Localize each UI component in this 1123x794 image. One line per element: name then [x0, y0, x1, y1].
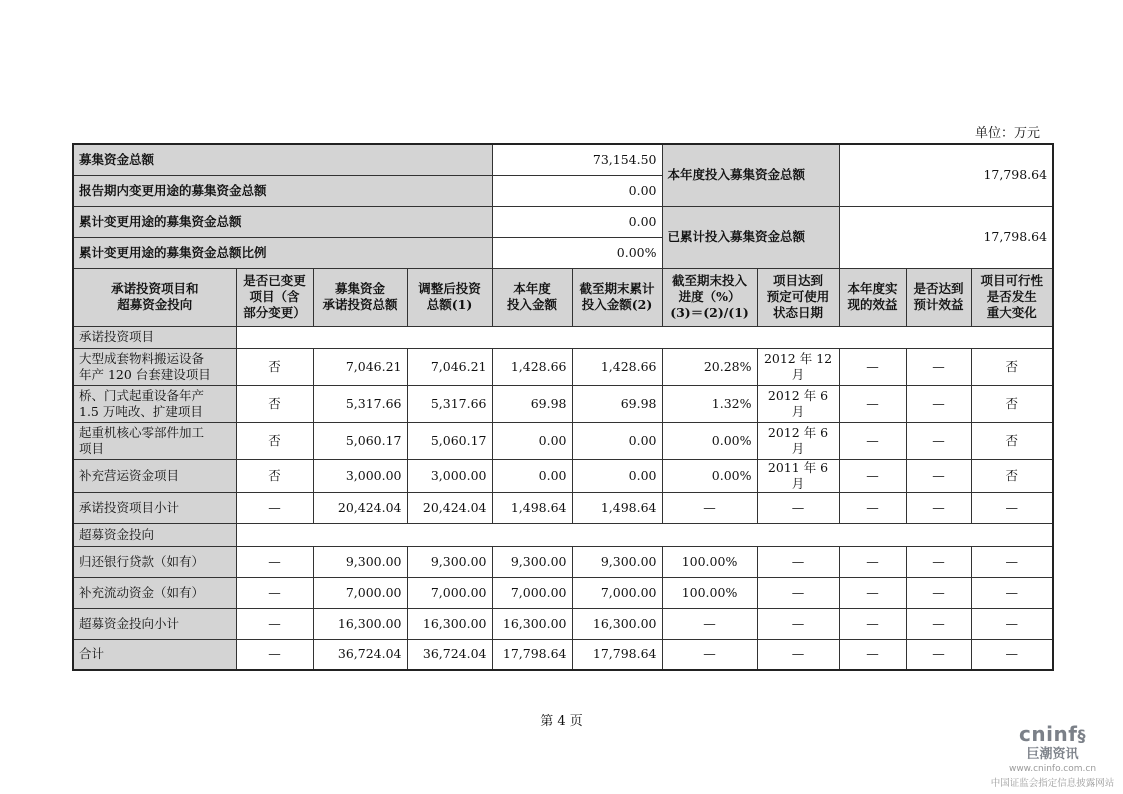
project-name: 起重机核心零部件加工 项目: [73, 422, 236, 459]
raised-funds-table: [72, 143, 1054, 671]
changed-cell: 否: [236, 422, 313, 459]
header-committed: 募集资金 承诺投资总额: [313, 268, 407, 326]
header-adjusted: 调整后投资 总额(1): [407, 268, 492, 326]
ready-date-cell: —: [757, 608, 839, 639]
progress-cell: 20.28%: [662, 348, 757, 385]
ready-date-cell: —: [757, 546, 839, 577]
table-row: [73, 577, 1053, 608]
header-reached: 是否达到 预计效益: [906, 268, 971, 326]
year-invest-label: 本年度投入募集资金总额: [662, 144, 839, 206]
reached-cell: —: [906, 608, 971, 639]
progress-cell: 100.00%: [662, 546, 757, 577]
benefit-cell: —: [839, 492, 906, 523]
changed-cell: —: [236, 492, 313, 523]
adjusted-cell: 7,046.21: [407, 348, 492, 385]
changed-ratio-value: 0.00%: [492, 237, 662, 268]
benefit-cell: —: [839, 608, 906, 639]
table-row: [73, 459, 1053, 492]
benefit-cell: —: [839, 459, 906, 492]
section-excess-blank: [236, 523, 1053, 546]
benefit-cell: —: [839, 348, 906, 385]
header-project: 承诺投资项目和 超募资金投向: [73, 268, 236, 326]
cum-invest-value: 17,798.64: [839, 206, 1053, 268]
progress-cell: —: [662, 492, 757, 523]
feasibility-cell: 否: [971, 459, 1053, 492]
subtotal-excess-row: [73, 608, 1053, 639]
feasibility-cell: 否: [971, 422, 1053, 459]
changed-cell: 否: [236, 385, 313, 422]
benefit-cell: —: [839, 422, 906, 459]
section-excess-row: [73, 523, 1053, 546]
header-cum-invest: 截至期末累计 投入金额(2): [572, 268, 662, 326]
benefit-cell: —: [839, 639, 906, 670]
swirl-icon: §: [1077, 726, 1086, 745]
progress-cell: 1.32%: [662, 385, 757, 422]
committed-cell: 16,300.00: [313, 608, 407, 639]
reached-cell: —: [906, 422, 971, 459]
cum-invest-cell: 7,000.00: [572, 577, 662, 608]
ready-date-cell: —: [757, 577, 839, 608]
header-year-invest: 本年度 投入金额: [492, 268, 572, 326]
reached-cell: —: [906, 492, 971, 523]
ready-date-cell: 2012 年 6 月: [757, 385, 839, 422]
reached-cell: —: [906, 639, 971, 670]
total-row: [73, 639, 1053, 670]
cum-invest-cell: 16,300.00: [572, 608, 662, 639]
reached-cell: —: [906, 577, 971, 608]
raised-total-value: 73,154.50: [492, 144, 662, 175]
progress-cell: 0.00%: [662, 459, 757, 492]
feasibility-cell: —: [971, 577, 1053, 608]
table-row: [73, 385, 1053, 422]
subtotal-committed-row: [73, 492, 1053, 523]
year-invest-cell: 69.98: [492, 385, 572, 422]
feasibility-cell: —: [971, 546, 1053, 577]
changed-cum-value: 0.00: [492, 206, 662, 237]
changed-cell: —: [236, 608, 313, 639]
summary-row-raised: [73, 144, 1053, 175]
cninfo-logo: [985, 722, 1120, 789]
header-ready-date: 项目达到 预定可使用 状态日期: [757, 268, 839, 326]
year-invest-cell: 1,428.66: [492, 348, 572, 385]
reached-cell: —: [906, 546, 971, 577]
subtotal-label: 承诺投资项目小计: [73, 492, 236, 523]
changed-cell: 否: [236, 348, 313, 385]
year-invest-cell: 17,798.64: [492, 639, 572, 670]
ready-date-cell: —: [757, 639, 839, 670]
adjusted-cell: 3,000.00: [407, 459, 492, 492]
raised-total-label: 募集资金总额: [73, 144, 492, 175]
logo-description: 中国证监会指定信息披露网站: [990, 778, 1115, 789]
changed-period-value: 0.00: [492, 175, 662, 206]
cum-invest-cell: 1,498.64: [572, 492, 662, 523]
committed-cell: 7,000.00: [313, 577, 407, 608]
column-header-row: [73, 268, 1053, 326]
header-benefit: 本年度实 现的效益: [839, 268, 906, 326]
header-changed: 是否已变更 项目（含 部分变更）: [236, 268, 313, 326]
logo-text: cninf§: [1019, 722, 1086, 746]
adjusted-cell: 20,424.04: [407, 492, 492, 523]
project-name: 桥、门式起重设备年产 1.5 万吨改、扩建项目: [73, 385, 236, 422]
progress-cell: —: [662, 639, 757, 670]
changed-period-label: 报告期内变更用途的募集资金总额: [73, 175, 492, 206]
table-row: [73, 348, 1053, 385]
benefit-cell: —: [839, 546, 906, 577]
cum-invest-cell: 1,428.66: [572, 348, 662, 385]
detail-section: [73, 268, 1053, 670]
adjusted-cell: 16,300.00: [407, 608, 492, 639]
summary-row-changed-cum: [73, 206, 1053, 237]
committed-cell: 9,300.00: [313, 546, 407, 577]
year-invest-cell: 9,300.00: [492, 546, 572, 577]
cum-invest-cell: 0.00: [572, 459, 662, 492]
ready-date-cell: 2012 年 12 月: [757, 348, 839, 385]
year-invest-cell: 1,498.64: [492, 492, 572, 523]
table-row: [73, 422, 1053, 459]
committed-cell: 7,046.21: [313, 348, 407, 385]
changed-cell: —: [236, 577, 313, 608]
reached-cell: —: [906, 385, 971, 422]
committed-cell: 5,317.66: [313, 385, 407, 422]
cum-invest-cell: 9,300.00: [572, 546, 662, 577]
feasibility-cell: —: [971, 639, 1053, 670]
year-invest-cell: 0.00: [492, 422, 572, 459]
adjusted-cell: 36,724.04: [407, 639, 492, 670]
committed-cell: 3,000.00: [313, 459, 407, 492]
committed-cell: 36,724.04: [313, 639, 407, 670]
committed-cell: 5,060.17: [313, 422, 407, 459]
header-progress: 截至期末投入 进度（%） (3)＝(2)/(1): [662, 268, 757, 326]
feasibility-cell: 否: [971, 385, 1053, 422]
logo-url: www.cninfo.com.cn: [1008, 764, 1097, 774]
changed-cell: 否: [236, 459, 313, 492]
year-invest-cell: 0.00: [492, 459, 572, 492]
benefit-cell: —: [839, 577, 906, 608]
year-invest-value: 17,798.64: [839, 144, 1053, 206]
project-name: 补充流动资金（如有）: [73, 577, 236, 608]
ready-date-cell: —: [757, 492, 839, 523]
adjusted-cell: 5,060.17: [407, 422, 492, 459]
feasibility-cell: —: [971, 608, 1053, 639]
changed-cell: —: [236, 546, 313, 577]
year-invest-cell: 16,300.00: [492, 608, 572, 639]
benefit-cell: —: [839, 385, 906, 422]
project-name: 归还银行贷款（如有）: [73, 546, 236, 577]
project-name: 补充营运资金项目: [73, 459, 236, 492]
reached-cell: —: [906, 459, 971, 492]
year-invest-cell: 7,000.00: [492, 577, 572, 608]
unit-label: 单位：万元: [975, 126, 1041, 141]
progress-cell: 0.00%: [662, 422, 757, 459]
adjusted-cell: 7,000.00: [407, 577, 492, 608]
changed-ratio-label: 累计变更用途的募集资金总额比例: [73, 237, 492, 268]
feasibility-cell: —: [971, 492, 1053, 523]
committed-cell: 20,424.04: [313, 492, 407, 523]
summary-section: [73, 144, 1053, 268]
header-feasibility: 项目可行性 是否发生 重大变化: [971, 268, 1053, 326]
adjusted-cell: 5,317.66: [407, 385, 492, 422]
reached-cell: —: [906, 348, 971, 385]
ready-date-cell: 2012 年 6 月: [757, 422, 839, 459]
changed-cell: —: [236, 639, 313, 670]
table-row: [73, 546, 1053, 577]
cum-invest-cell: 0.00: [572, 422, 662, 459]
cum-invest-cell: 17,798.64: [572, 639, 662, 670]
section-excess-label: 超募资金投向: [73, 523, 236, 546]
feasibility-cell: 否: [971, 348, 1053, 385]
total-label: 合计: [73, 639, 236, 670]
section-committed-label: 承诺投资项目: [73, 326, 236, 348]
project-name: 大型成套物料搬运设备 年产 120 台套建设项目: [73, 348, 236, 385]
progress-cell: 100.00%: [662, 577, 757, 608]
changed-cum-label: 累计变更用途的募集资金总额: [73, 206, 492, 237]
subtotal-label: 超募资金投向小计: [73, 608, 236, 639]
cum-invest-cell: 69.98: [572, 385, 662, 422]
section-committed-blank: [236, 326, 1053, 348]
cum-invest-label: 已累计投入募集资金总额: [662, 206, 839, 268]
section-committed-row: [73, 326, 1053, 348]
ready-date-cell: 2011 年 6 月: [757, 459, 839, 492]
progress-cell: —: [662, 608, 757, 639]
adjusted-cell: 9,300.00: [407, 546, 492, 577]
page-number: 第 4 页: [540, 714, 583, 729]
logo-cn-text: 巨潮资讯: [1026, 747, 1079, 762]
